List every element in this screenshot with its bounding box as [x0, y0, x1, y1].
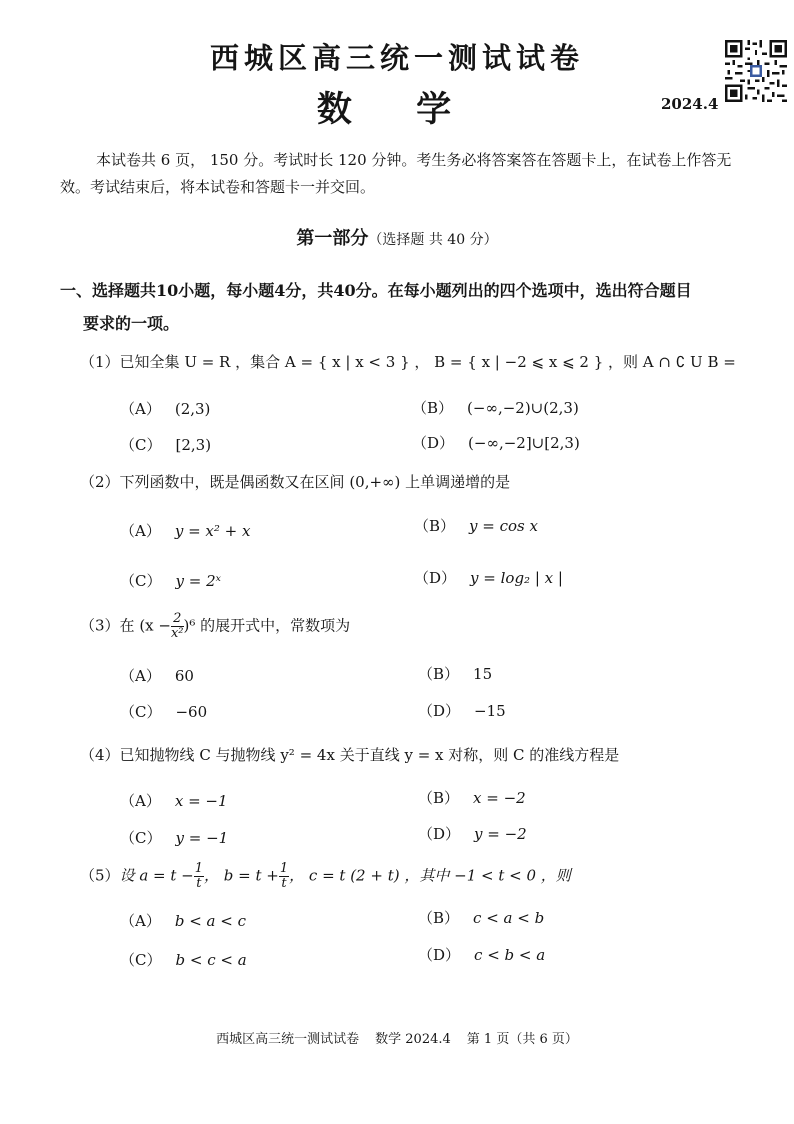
- option-label: （A）: [120, 912, 161, 930]
- option-text: 15: [473, 665, 493, 683]
- footer-subject-date: 数学 2024.4: [375, 1032, 451, 1047]
- option-c: [120, 949, 247, 970]
- option-d: [412, 432, 580, 453]
- question-stem-c: ， c = t (2 + t) ，其中 −1 < t < 0 ，则: [289, 866, 571, 885]
- question-number: （3）: [80, 616, 120, 635]
- option-text: [2,3): [175, 436, 212, 454]
- option-label: （B）: [414, 517, 456, 535]
- section-line-2: 要求的一项。: [83, 314, 180, 333]
- option-text: c < b < a: [474, 946, 546, 964]
- option-label: （D）: [418, 825, 461, 843]
- option-a: [120, 398, 210, 419]
- subject-title: 数 学: [316, 89, 478, 130]
- exam-date: 2024.4: [661, 95, 719, 113]
- fraction-numerator: 1: [279, 861, 289, 876]
- page-footer: [0, 1028, 794, 1047]
- question-stem-a: 设 a = t −: [119, 866, 194, 885]
- option-text: c < a < b: [473, 909, 545, 927]
- option-label: （C）: [120, 572, 162, 590]
- part-title: 第一部分: [296, 228, 369, 249]
- question-number: （5）: [80, 866, 120, 885]
- option-label: （D）: [412, 434, 455, 452]
- question-stem-end: )⁶ 的展开式中，常数项为: [183, 616, 351, 635]
- option-a: [120, 790, 228, 811]
- option-b: [418, 663, 492, 684]
- option-b: [418, 787, 526, 808]
- part-note: （选择题 共 40 分）: [368, 232, 498, 248]
- fraction-denominator: x²: [170, 626, 184, 641]
- option-text: x = −2: [473, 789, 526, 807]
- option-d: [418, 700, 506, 721]
- exam-title: 西城区高三统一测试试卷: [209, 41, 584, 75]
- option-label: （A）: [120, 400, 161, 418]
- question-2: [80, 471, 510, 492]
- section-line-1: 一、选择题共10小题，每小题4分，共40分。在每小题列出的四个选项中，选出符合题目: [60, 281, 692, 300]
- question-number: （4）: [80, 746, 120, 764]
- footer-exam-title: 西城区高三统一测试试卷: [216, 1032, 360, 1047]
- option-text: (2,3): [174, 400, 211, 418]
- option-d: [418, 823, 527, 844]
- option-label: （B）: [418, 909, 460, 927]
- option-text: y = cos x: [469, 517, 538, 535]
- option-text: y = −1: [175, 829, 229, 847]
- option-label: （C）: [120, 951, 162, 969]
- option-text: y = x² + x: [174, 522, 251, 540]
- option-label: （C）: [120, 703, 162, 721]
- question-stem-b: ， b = t +: [204, 866, 279, 885]
- question-number: （2）: [80, 473, 120, 491]
- question-4: [80, 744, 619, 765]
- option-label: （C）: [120, 829, 162, 847]
- option-label: （B）: [418, 665, 460, 683]
- option-label: （A）: [120, 792, 161, 810]
- option-text: (−∞,−2)∪(2,3): [467, 399, 579, 417]
- section-instructions: [60, 274, 750, 340]
- question-1: [80, 351, 736, 372]
- question-3: [80, 612, 350, 641]
- option-text: −15: [474, 702, 506, 720]
- option-a: [120, 665, 194, 686]
- fraction: [171, 612, 184, 641]
- fraction: [194, 862, 204, 891]
- option-b: [414, 515, 538, 536]
- option-c: [120, 827, 228, 848]
- option-d: [418, 944, 545, 965]
- question-stem-start: 在 (x −: [119, 616, 171, 635]
- exam-instructions: 本试卷共 6 页， 150 分。考试时长 120 分钟。考生务必将答案答在答题卡上，在试卷上作答无效。考试结束后，将本试卷和答题卡一并交回。: [60, 151, 732, 196]
- option-label: （A）: [120, 522, 161, 540]
- fraction-numerator: 2: [171, 612, 184, 627]
- option-label: （B）: [418, 789, 460, 807]
- option-c: [120, 570, 221, 591]
- fraction: [279, 862, 289, 891]
- fraction-numerator: 1: [194, 861, 204, 876]
- option-text: 60: [174, 667, 194, 685]
- option-text: b < c < a: [175, 951, 247, 969]
- option-text: −60: [175, 703, 208, 721]
- option-text: y = log₂ | x |: [470, 569, 563, 587]
- qr-code-icon: [725, 40, 787, 102]
- option-a: [120, 520, 250, 541]
- part-heading: [0, 224, 794, 250]
- fraction-denominator: t: [281, 876, 287, 891]
- question-5: [80, 862, 571, 891]
- fraction-denominator: t: [196, 876, 202, 891]
- option-b: [418, 907, 544, 928]
- footer-page-number: 第 1 页（共 6 页）: [466, 1032, 578, 1047]
- option-label: （C）: [120, 436, 162, 454]
- option-a: [120, 910, 246, 931]
- option-c: [120, 701, 207, 722]
- option-text: x = −1: [174, 792, 228, 810]
- question-stem: 已知抛物线 C 与抛物线 y² = 4x 关于直线 y = x 对称，则 C 的准线方程是: [119, 746, 620, 764]
- option-text: (−∞,−2]∪[2,3): [468, 434, 580, 452]
- option-d: [414, 567, 563, 588]
- question-number: （1）: [80, 353, 120, 371]
- option-text: y = −2: [474, 825, 527, 843]
- option-b: [412, 397, 579, 418]
- option-label: （B）: [412, 399, 454, 417]
- option-c: [120, 434, 211, 455]
- option-text: b < a < c: [174, 912, 246, 930]
- option-label: （D）: [414, 569, 457, 587]
- question-stem: 下列函数中，既是偶函数又在区间 (0,+∞) 上单调递增的是: [119, 473, 511, 491]
- option-label: （A）: [120, 667, 161, 685]
- question-stem: 已知全集 U = R ，集合 A = { x | x < 3 } ， B = { x | −2 ⩽ x ⩽ 2 } ，则 A ∩ ∁ U B =: [119, 353, 736, 371]
- option-text: y = 2ˣ: [175, 572, 221, 590]
- option-label: （D）: [418, 702, 461, 720]
- option-label: （D）: [418, 946, 461, 964]
